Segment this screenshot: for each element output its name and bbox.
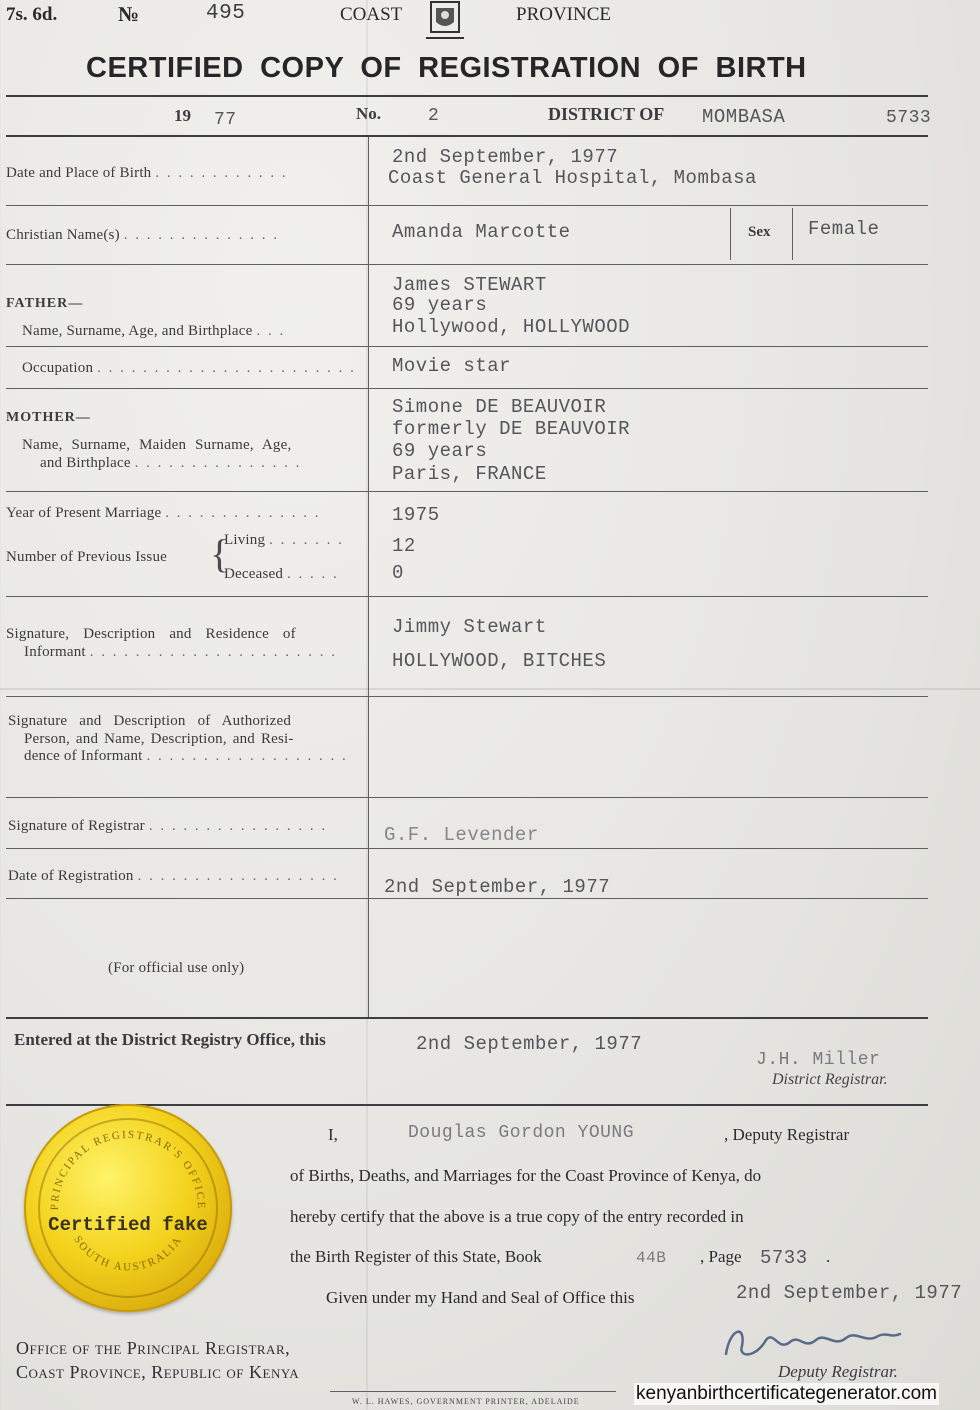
authorized-label-line3: dence of Informant . . . . . . . . . . . . . . . . . . — [24, 748, 348, 764]
gold-seal — [24, 1104, 232, 1312]
printer-rule — [330, 1391, 616, 1392]
svg-text:SOUTH AUSTRALIA: SOUTH AUSTRALIA — [71, 1233, 185, 1274]
occupation-value: Movie star — [392, 355, 512, 377]
district-value: MOMBASA — [702, 106, 786, 128]
mother-maiden-name: formerly DE BEAUVOIR — [392, 418, 631, 440]
number-symbol: № — [118, 2, 140, 26]
deceased-label: Deceased . . . . . — [224, 566, 339, 582]
row-divider — [6, 264, 928, 265]
register-page: 5733 — [760, 1247, 808, 1269]
document-title: CERTIFIED COPY OF REGISTRATION OF BIRTH — [86, 52, 807, 84]
row-divider — [6, 491, 928, 492]
birth-label: Date and Place of Birth . . . . . . . . . . . . — [6, 165, 288, 181]
father-age: 69 years — [392, 294, 488, 316]
deceased-value: 0 — [392, 562, 404, 584]
issue-brace: { — [210, 531, 230, 576]
district-label: DISTRICT OF — [548, 104, 665, 124]
row-divider — [6, 388, 928, 389]
cert-line1-post: , Deputy Registrar — [724, 1125, 850, 1144]
sex-value: Female — [808, 218, 880, 240]
cert-line2: of Births, Deaths, and Marriages for the Coast Province of Kenya, do — [290, 1166, 762, 1185]
mother-age: 69 years — [392, 440, 488, 462]
registration-no-label: No. — [356, 104, 382, 123]
registration-no-value: 2 — [428, 106, 440, 126]
region-coast: COAST — [340, 4, 403, 25]
cert-line3: hereby certify that the above is a true copy of the entry recorded in — [290, 1207, 744, 1226]
district-registrar-title: District Registrar. — [772, 1071, 888, 1088]
row-divider — [6, 797, 928, 798]
row-divider — [6, 848, 928, 849]
registrar-value: G.F. Levender — [384, 824, 539, 846]
coat-of-arms-icon — [424, 0, 466, 40]
table-column-divider — [368, 137, 369, 1017]
father-name: James STEWART — [392, 274, 547, 296]
occupation-label: Occupation . . . . . . . . . . . . . . . . . . . . . . . — [22, 360, 356, 376]
divider — [6, 135, 928, 137]
informant-label-line1: Signature, Description and Residence of — [6, 626, 296, 642]
region-province: PROVINCE — [516, 4, 612, 25]
father-heading: FATHER— — [6, 296, 84, 311]
authorized-label-line2: Person, and Name, Description, and Resi- — [24, 731, 294, 747]
row-divider — [6, 205, 928, 206]
district-code: 5733 — [886, 108, 932, 128]
birth-date: 2nd September, 1977 — [392, 146, 619, 168]
living-value: 12 — [392, 535, 416, 557]
row-divider — [6, 346, 928, 347]
informant-name: Jimmy Stewart — [392, 616, 547, 638]
row-divider — [6, 596, 928, 597]
given-date: 2nd September, 1977 — [736, 1282, 963, 1304]
cert-line5: Given under my Hand and Seal of Office this — [326, 1288, 635, 1307]
office-line1: Office of the Principal Registrar, — [16, 1338, 291, 1358]
mother-birthplace: Paris, FRANCE — [392, 463, 547, 485]
marriage-year: 1975 — [392, 504, 440, 526]
registrar-label: Signature of Registrar . . . . . . . . . . . . . . . . — [8, 818, 328, 834]
father-label: Name, Surname, Age, and Birthplace . . . — [22, 323, 286, 339]
marriage-year-label: Year of Present Marriage . . . . . . . . . . . . . . — [6, 505, 321, 521]
cert-line1-pre: I, — [328, 1125, 338, 1144]
cert-line4-end: . — [826, 1247, 831, 1266]
sex-label: Sex — [748, 224, 771, 240]
divider — [6, 95, 928, 97]
price: 7s. 6d. — [6, 4, 58, 25]
row-divider — [6, 696, 928, 697]
birth-place: Coast General Hospital, Mombasa — [388, 167, 757, 189]
deputy-signature — [716, 1318, 906, 1364]
office-line2: Coast Province, Republic of Kenya — [16, 1362, 300, 1382]
entered-text: Entered at the District Registry Office, this — [14, 1030, 326, 1049]
year-prefix: 19 — [174, 106, 191, 125]
christian-name-value: Amanda Marcotte — [392, 221, 571, 243]
mother-heading: MOTHER— — [6, 410, 91, 425]
svg-text:PRINCIPAL REGISTRAR'S OFFICE: PRINCIPAL REGISTRAR'S OFFICE — [48, 1128, 208, 1211]
living-label: Living . . . . . . . — [224, 532, 344, 548]
informant-residence: HOLLYWOOD, BITCHES — [392, 650, 607, 672]
official-use-note: (For official use only) — [108, 960, 245, 976]
divider — [6, 1017, 928, 1019]
mother-label-line2: and Birthplace . . . . . . . . . . . . . . . — [40, 455, 302, 471]
district-registrar-name: J.H. Miller — [756, 1050, 881, 1070]
mother-label-line1: Name, Surname, Maiden Surname, Age, — [22, 437, 292, 453]
cert-line4: the Birth Register of this State, Book — [290, 1247, 542, 1266]
deputy-registrar-title: Deputy Registrar. — [778, 1362, 898, 1381]
deputy-registrar-name: Douglas Gordon YOUNG — [408, 1123, 635, 1143]
cert-line4-mid: , Page — [700, 1247, 742, 1266]
year-suffix: 77 — [214, 110, 237, 130]
watermark-url[interactable]: kenyanbirthcertificategenerator.com — [636, 1383, 937, 1404]
seal-ring-text — [24, 1104, 232, 1312]
sex-divider — [730, 208, 731, 260]
sex-divider — [792, 208, 793, 260]
authorized-label-line1: Signature and Description of Authorized — [8, 713, 292, 729]
row-divider — [6, 898, 928, 899]
father-birthplace: Hollywood, HOLLYWOOD — [392, 316, 631, 338]
fold-crease — [0, 688, 980, 690]
registration-date-label: Date of Registration . . . . . . . . . . . . . . . . . . — [8, 868, 339, 884]
mother-name: Simone DE BEAUVOIR — [392, 396, 607, 418]
registration-date-value: 2nd September, 1977 — [384, 876, 611, 898]
seal-text: Certified fake — [48, 1214, 208, 1236]
serial-number: 495 — [206, 2, 246, 25]
christian-name-label: Christian Name(s) . . . . . . . . . . . . . . — [6, 227, 279, 243]
printer-credit: W. L. HAWES, GOVERNMENT PRINTER, ADELAIDE — [352, 1397, 580, 1406]
previous-issue-label: Number of Previous Issue — [6, 549, 168, 565]
entered-date: 2nd September, 1977 — [416, 1033, 643, 1055]
register-book: 44B — [636, 1249, 667, 1267]
informant-label-line2: Informant . . . . . . . . . . . . . . . . . . . . . . — [24, 644, 337, 660]
